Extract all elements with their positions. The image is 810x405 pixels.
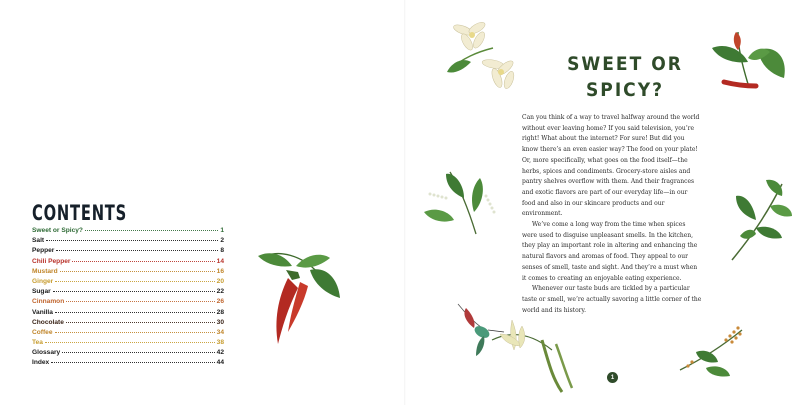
toc-entry[interactable] xyxy=(32,258,224,268)
toc-entry-label: Salt xyxy=(32,237,45,245)
toc-entry-page: 42 xyxy=(216,349,224,357)
toc-entry[interactable] xyxy=(32,278,224,288)
toc-leader-dots xyxy=(45,342,215,343)
heading-line-2: SPICY? xyxy=(585,79,665,101)
toc-leader-dots xyxy=(53,291,215,292)
toc-entry[interactable] xyxy=(32,268,224,278)
toc-entry[interactable] xyxy=(32,288,224,298)
pepper-vine-illustration xyxy=(420,168,500,240)
toc-entry-page: 22 xyxy=(216,288,224,296)
toc-entry-page: 20 xyxy=(216,277,224,285)
toc-leader-dots xyxy=(66,301,214,302)
toc-entry-label: Vanilla xyxy=(32,308,53,316)
toc-entry[interactable] xyxy=(32,339,224,349)
toc-leader-dots xyxy=(55,312,215,313)
toc-entry-label: Pepper xyxy=(32,247,55,255)
toc-entry-label: Mustard xyxy=(32,267,58,275)
toc-entry-label: Chocolate xyxy=(32,318,64,326)
toc-entry-page: 38 xyxy=(216,339,224,347)
toc-entry[interactable] xyxy=(32,247,224,257)
page-heading xyxy=(540,51,710,103)
vanilla-flower-illustration xyxy=(443,18,523,93)
toc-leader-dots xyxy=(66,322,215,323)
toc-entry-page: 14 xyxy=(216,257,224,265)
body-text xyxy=(522,113,702,316)
hummingbird-orchid-illustration xyxy=(452,300,582,395)
toc-entry-label: Sweet or Spicy? xyxy=(32,227,83,234)
toc-entry[interactable] xyxy=(32,237,224,247)
paragraph-2: We’ve come a long way from the time when spices were used to disguise unpleasant smells. In the kitchen, they play an important role in altering and enhancing the natural flavors and aromas of food. They appeal to our senses of smell, taste and sight. And they’re a must when it comes to creating an enjoyable eating experience. xyxy=(522,221,698,282)
toc-entry-page: 26 xyxy=(216,298,224,306)
toc-entry-page: 34 xyxy=(216,328,224,336)
toc-entry[interactable] xyxy=(32,227,224,237)
toc-leader-dots xyxy=(46,240,218,241)
toc-entry-label: Ginger xyxy=(32,277,54,285)
toc-entry-page: 30 xyxy=(216,318,224,326)
toc-entry[interactable] xyxy=(32,329,224,339)
toc-entry-page: 28 xyxy=(216,308,224,316)
toc-entry-label: Index xyxy=(32,359,50,367)
page-gutter xyxy=(404,0,406,405)
toc-entry-label: Coffee xyxy=(32,328,53,336)
heading-line-1: SWEET OR xyxy=(567,53,683,75)
toc-entry-page: 44 xyxy=(216,359,224,367)
toc-entry-page: 16 xyxy=(216,267,224,275)
toc-entry-label: Glossary xyxy=(32,349,61,357)
toc-entry[interactable] xyxy=(32,359,224,369)
paragraph-3: Whenever our taste buds are tickled by a particular taste or smell, we’re actually savoring a little corner of the world and its history. xyxy=(522,285,702,314)
toc-entry-label: Chili Pepper xyxy=(32,257,71,265)
toc-entry-label: Cinnamon xyxy=(32,298,65,306)
toc-entry[interactable] xyxy=(32,319,224,329)
toc-leader-dots xyxy=(55,332,215,333)
toc-leader-dots xyxy=(60,271,215,272)
toc-entry-page: 1 xyxy=(220,227,224,234)
toc-leader-dots xyxy=(56,250,218,251)
chili-pepper-illustration xyxy=(248,248,343,348)
toc-entry-label: Tea xyxy=(32,339,43,347)
toc-entry[interactable] xyxy=(32,309,224,319)
toc-leader-dots xyxy=(55,281,214,282)
toc-entry-page: 2 xyxy=(220,237,224,245)
toc-entry[interactable] xyxy=(32,298,224,308)
toc-leader-dots xyxy=(85,230,218,231)
page-number: 1 xyxy=(607,372,618,383)
leaf-branch-illustration xyxy=(726,176,796,266)
toc-entry[interactable] xyxy=(32,349,224,359)
toc-leader-dots xyxy=(72,261,214,262)
paragraph-1: Can you think of a way to travel halfway around the world without ever leaving home? If you said television, you’re right! What about the internet? For sure! But did you know there’s an even easier way? The food on your plate! Or, more specifically, what goes on the food itself—the herbs, spices and condiments. Grocery-store aisles and pantry shelves overflow with them. And their fragrances and exotic flavors are part of our everyday life—in our food and also in our skincare products and our environment. xyxy=(522,114,700,218)
chili-branch-illustration xyxy=(708,28,790,98)
toc-leader-dots xyxy=(51,362,214,363)
toc-entry-page: 8 xyxy=(220,247,224,255)
table-of-contents xyxy=(32,227,224,370)
toc-entry-label: Sugar xyxy=(32,288,51,296)
toc-leader-dots xyxy=(62,352,214,353)
contents-title: CONTENTS xyxy=(32,201,128,225)
flowering-sprig-illustration xyxy=(676,322,751,377)
